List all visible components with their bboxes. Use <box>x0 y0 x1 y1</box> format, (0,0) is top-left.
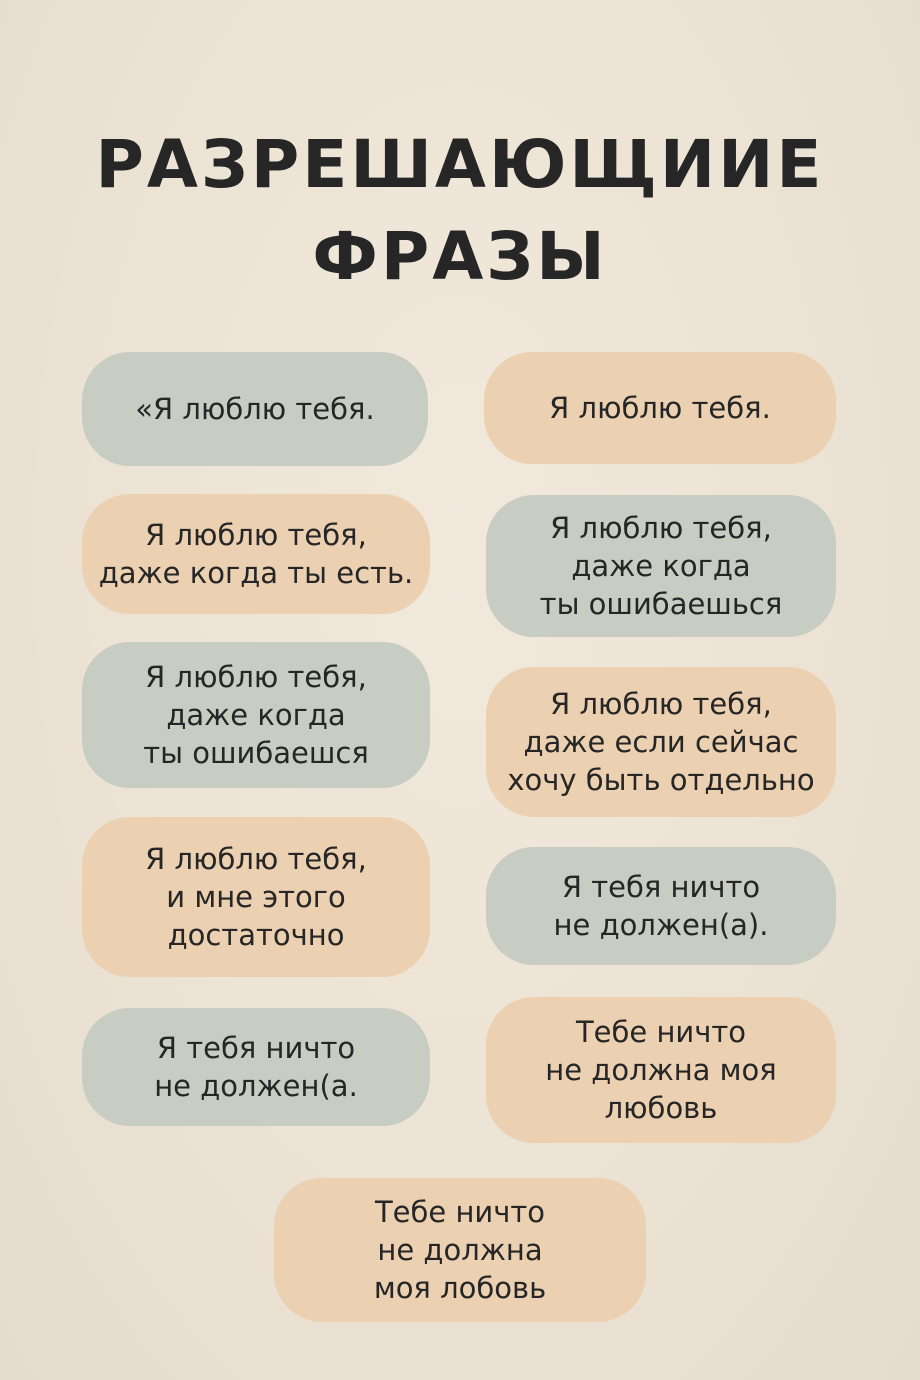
phrase-card <box>82 817 430 977</box>
phrase-text: Тебе ничто не должна моя любовь <box>545 1015 777 1125</box>
phrase-card <box>82 1008 430 1126</box>
phrase-text: Я тебя ничто не должен(а). <box>553 870 769 942</box>
phrase-text: Я люблю тебя, и мне этого достаточно <box>145 842 367 952</box>
phrase-card <box>484 352 836 464</box>
phrase-card <box>82 352 428 466</box>
page-title-line-2: ФРАЗЫ <box>312 218 608 295</box>
phrase-text: Я люблю тебя, даже когда ты есть. <box>98 518 414 590</box>
phrase-text: Тебе ничто не должна моя лобовь <box>373 1195 547 1305</box>
phrase-card <box>486 847 836 965</box>
phrase-card <box>82 642 430 788</box>
phrase-card <box>486 997 836 1143</box>
phrase-card <box>82 494 430 614</box>
phrase-card <box>486 667 836 817</box>
phrase-text: Я тебя ничто не должен(а. <box>154 1031 358 1103</box>
phrase-text: Я люблю тебя, даже если сейчас хочу быть отдельно <box>507 687 815 797</box>
phrase-text: Я люблю тебя, даже когда ты ошибаешься <box>539 511 783 621</box>
page-title-line-1: РАЗРЕШАЮЩИИЕ <box>95 126 825 203</box>
phrase-text: Я люблю тебя. <box>549 391 771 425</box>
phrase-card <box>274 1178 646 1322</box>
phrase-text: «Я люблю тебя. <box>135 392 375 426</box>
phrase-text: Я люблю тебя, даже когда ты ошибаешся <box>143 660 369 770</box>
phrase-card <box>486 495 836 637</box>
